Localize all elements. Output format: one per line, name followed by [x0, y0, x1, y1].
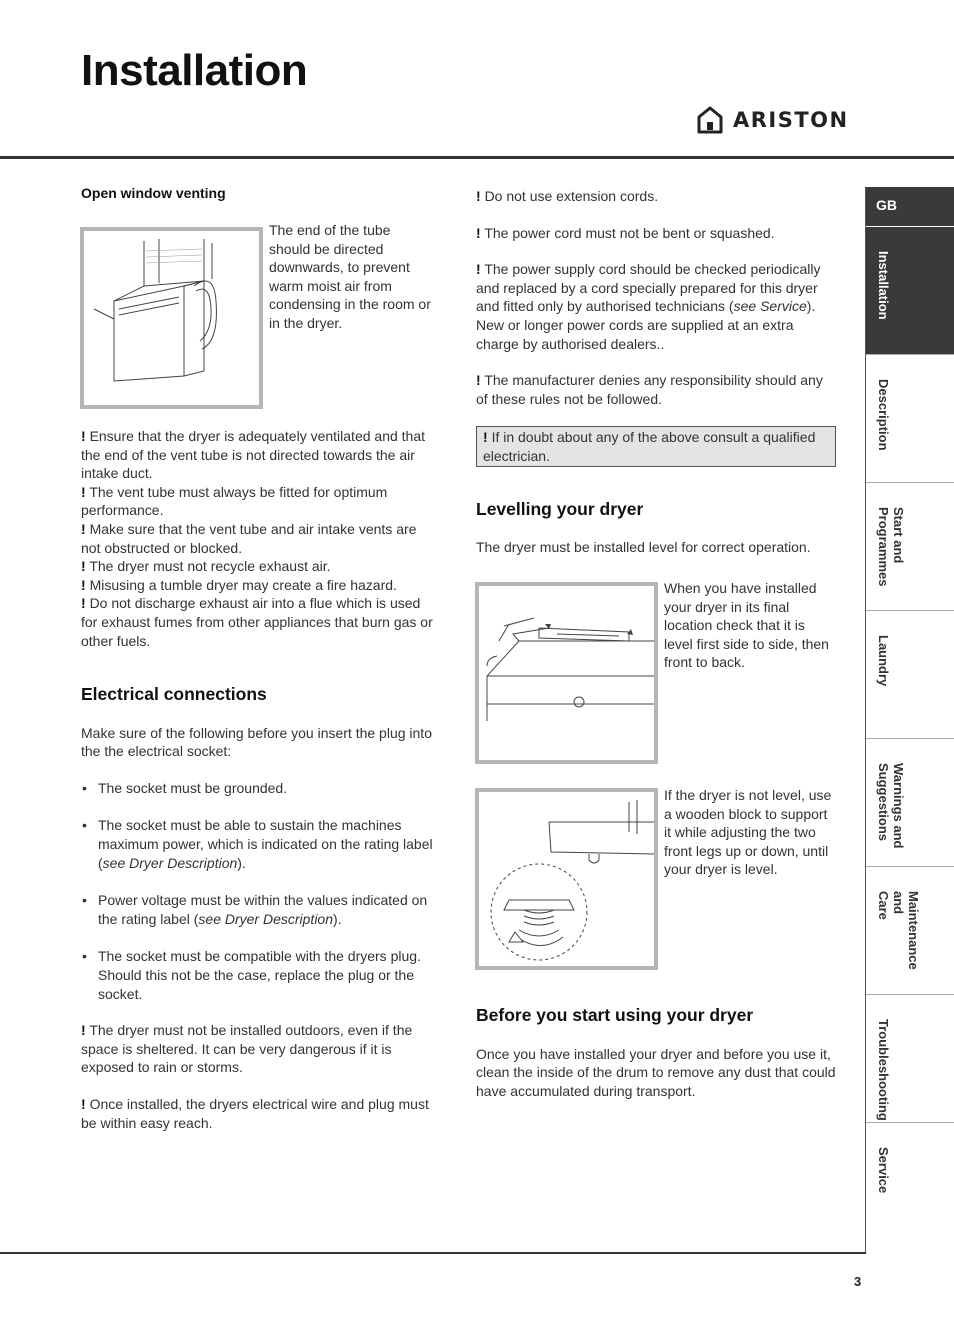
warning-mark: !	[81, 1095, 86, 1112]
warning-ventilation: ! Ensure that the dryer is adequately ventilated and that the end of the vent tube is not directed towards the air intake duct.	[81, 428, 426, 482]
page-title: Installation	[81, 46, 308, 95]
levelling-feet-illustration	[475, 788, 658, 970]
warning-mark: !	[81, 428, 86, 444]
warning-obstruction: ! Make sure that the vent tube and air intake vents are not obstructed or blocked.	[81, 520, 417, 556]
tab-start-and-programmes[interactable]: Start and Programmes	[866, 483, 954, 611]
tab-description[interactable]: Description	[866, 355, 954, 483]
warning-manufacturer: ! The manufacturer denies any responsibility should any of these rules not be followed.	[476, 372, 823, 407]
tab-warnings-and-suggestions[interactable]: Warnings and Suggestions	[866, 739, 954, 867]
brand-logo	[697, 106, 849, 134]
tab-maintenance-and-care[interactable]: Maintenance and Care	[866, 867, 954, 995]
electrical-connections-heading: Electrical connections	[81, 684, 267, 704]
levelling-feet-caption: If the dryer is not level, use a wooden block to support it while adjusting the two front legs up or down, until your dryer is level.	[664, 787, 832, 878]
house-logo-icon	[697, 106, 723, 134]
footer-divider	[0, 1252, 866, 1254]
warning-mark: !	[81, 576, 86, 593]
levelling-side-caption: When you have installed your dryer in its final location check that it is level first side to side, then front to back.	[664, 580, 829, 671]
warning-recycle: ! The dryer must not recycle exhaust air.	[81, 558, 331, 575]
before-use-heading: Before you start using your dryer	[476, 1005, 754, 1025]
section-tabs	[866, 187, 954, 1251]
dryer-level-drawing	[479, 586, 654, 760]
warning-mark: !	[476, 261, 481, 278]
brand-name: ARISTON	[733, 108, 849, 132]
dryer-feet-drawing	[479, 792, 654, 966]
list-item: • The socket must be grounded.	[81, 779, 436, 798]
language-tab: GB	[866, 187, 954, 227]
section-open-window-venting: Open window venting	[81, 185, 226, 201]
page-number: 3	[854, 1274, 862, 1289]
warning-outdoor: ! The dryer must not be installed outdoors, even if the space is sheltered. It can be very dangerous if it is exposed to rain or storms.	[81, 1022, 413, 1076]
warning-mark: !	[81, 1022, 86, 1039]
venting-figure-caption: The end of the tube should be directed downwards, to prevent warm moist air from condensing in the room or in the dryer.	[269, 222, 431, 331]
warning-reach: ! Once installed, the dryers electrical wire and plug must be within easy reach.	[81, 1095, 429, 1131]
electrical-section	[81, 685, 436, 1132]
levelling-top-illustration	[475, 582, 658, 764]
electrical-requirements-list	[81, 779, 436, 1003]
before-use-text: Once you have installed your dryer and before you use it, clean the inside of the drum to remove any dust that could have accumulated during transport.	[476, 1045, 836, 1099]
venting-illustration	[80, 227, 263, 409]
levelling-intro: The dryer must be installed level for correct operation.	[476, 539, 811, 556]
warning-mark: !	[476, 188, 481, 204]
warning-mark: !	[81, 595, 86, 612]
levelling-heading: Levelling your dryer	[476, 498, 644, 519]
header-divider	[0, 156, 954, 159]
list-item: • The socket must be compatible with the dryers plug. Should this not be the case, replace the plug or the socket.	[81, 947, 436, 1003]
list-item: • Power voltage must be within the values indicated on the rating label (see Dryer Description).	[81, 891, 436, 928]
warning-vent-tube: ! The vent tube must always be fitted for optimum performance.	[81, 483, 388, 519]
warning-mark: !	[483, 429, 488, 446]
list-item: • The socket must be able to sustain the machines maximum power, which is indicated on the rating label (see Dryer Description).	[81, 816, 436, 872]
warning-power-cord: ! The power cord must not be bent or squashed.	[476, 224, 775, 241]
warning-fire-hazard: ! Misusing a tumble dryer may create a fire hazard.	[81, 576, 397, 593]
venting-warnings	[81, 427, 436, 650]
tab-installation[interactable]: Installation	[866, 227, 954, 355]
warning-mark: !	[476, 224, 481, 241]
tab-service[interactable]: Service	[876, 1147, 891, 1194]
warning-mark: !	[81, 558, 86, 575]
tab-troubleshooting[interactable]: Troubleshooting	[866, 995, 954, 1123]
warning-supply-cord: ! The power supply cord should be checked periodically and replaced by a cord specially prepared for this dryer and fitted only by authorised technicians (see Service). New or longer power cords are supplied at an extra charge by authorised dealers..	[476, 261, 821, 352]
warning-flue: ! Do not discharge exhaust air into a flue which is used for exhaust fumes from other appliances that burn gas or other fuels.	[81, 595, 433, 649]
before-use-section	[476, 1006, 836, 1100]
electrical-intro: Make sure of the following before you insert the plug into the the electrical socket:	[81, 724, 432, 760]
tab-laundry[interactable]: Laundry	[866, 611, 954, 739]
warning-mark: !	[81, 520, 86, 537]
left-column	[81, 184, 436, 203]
qualified-electrician-notice: ! If in doubt about any of the above consult a qualified electrician.	[476, 426, 836, 466]
warning-extension-cords: ! Do not use extension cords.	[476, 188, 659, 204]
right-column	[476, 187, 836, 557]
dryer-vent-drawing	[84, 231, 259, 405]
warning-mark: !	[81, 483, 86, 500]
warning-mark: !	[476, 372, 481, 389]
